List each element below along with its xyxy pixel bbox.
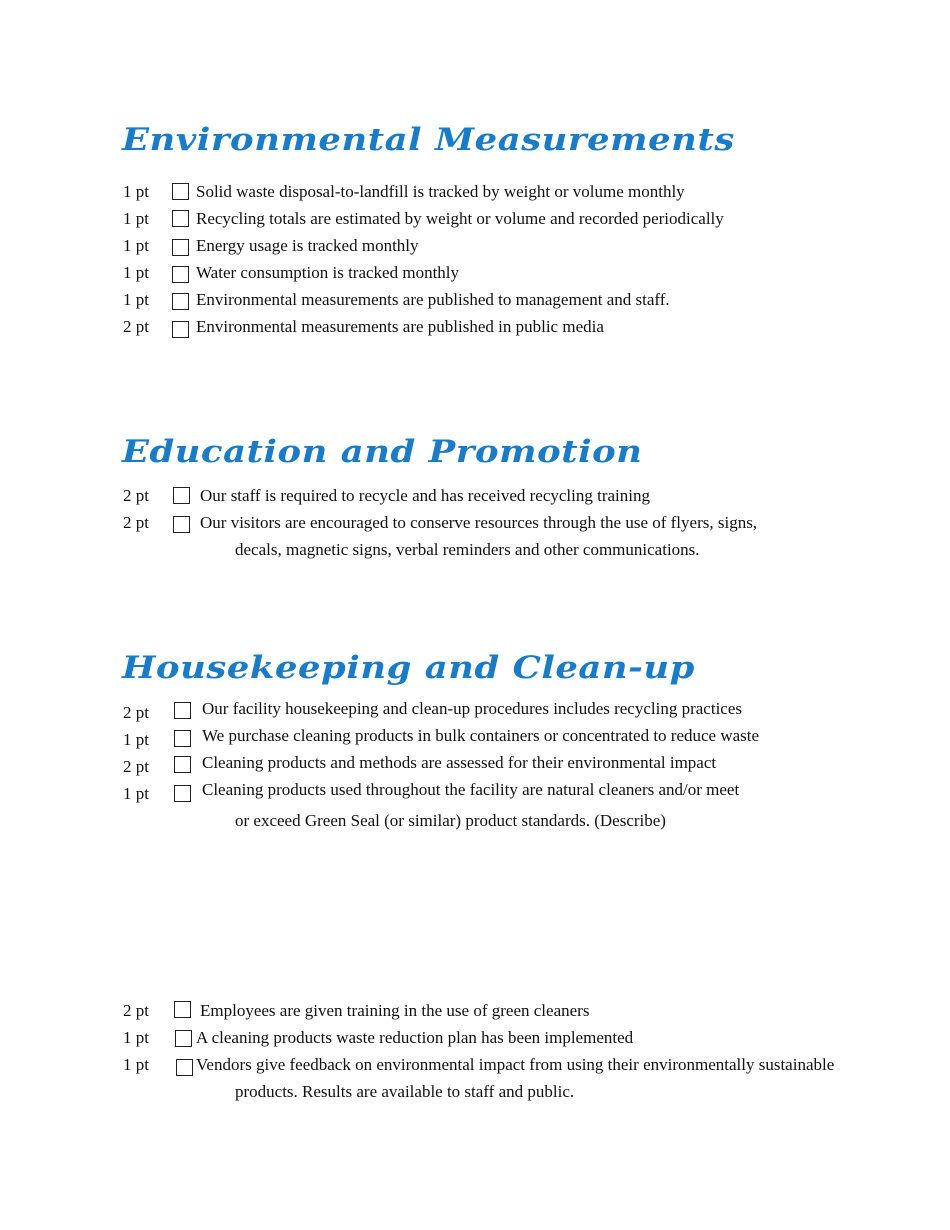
item-text: Our facility housekeeping and clean-up procedures includes recycling practices bbox=[202, 699, 742, 718]
points-label: 1 pt bbox=[123, 730, 149, 749]
checkbox[interactable] bbox=[172, 183, 189, 200]
checklist-item bbox=[0, 1054, 950, 1078]
checklist-item bbox=[0, 512, 950, 536]
checkbox[interactable] bbox=[174, 756, 191, 773]
item-text: Employees are given training in the use of green cleaners bbox=[200, 1001, 590, 1020]
checkbox[interactable] bbox=[174, 702, 191, 719]
checkbox[interactable] bbox=[172, 321, 189, 338]
points-label: 1 pt bbox=[123, 290, 149, 309]
checkbox[interactable] bbox=[172, 266, 189, 283]
checkbox[interactable] bbox=[172, 239, 189, 256]
item-text-continuation: products. Results are available to staff and public. bbox=[235, 1082, 575, 1101]
points-label: 2 pt bbox=[123, 486, 149, 505]
points-label: 1 pt bbox=[123, 263, 149, 282]
points-label: 1 pt bbox=[123, 236, 149, 255]
item-text: Environmental measurements are published to management and staff. bbox=[196, 290, 670, 309]
points-label: 2 pt bbox=[123, 1001, 149, 1020]
checkbox[interactable] bbox=[174, 1001, 191, 1018]
points-label: 2 pt bbox=[123, 513, 149, 532]
checklist-item bbox=[0, 235, 950, 259]
points-label: 1 pt bbox=[123, 1055, 149, 1074]
checkbox[interactable] bbox=[174, 730, 191, 747]
checkbox[interactable] bbox=[175, 1030, 192, 1047]
item-text: Energy usage is tracked monthly bbox=[196, 236, 419, 255]
item-text: Our staff is required to recycle and has received recycling training bbox=[200, 486, 650, 505]
checklist-item bbox=[0, 779, 950, 803]
item-text: A cleaning products waste reduction plan has been implemented bbox=[196, 1028, 634, 1047]
points-label: 1 pt bbox=[123, 784, 149, 803]
checklist-item bbox=[0, 316, 950, 340]
checklist-item bbox=[0, 208, 950, 232]
item-text: We purchase cleaning products in bulk containers or concentrated to reduce waste bbox=[202, 726, 760, 745]
checklist-item bbox=[0, 181, 950, 205]
checklist-item bbox=[0, 289, 950, 313]
item-text: Vendors give feedback on environmental impact from using their environmentally sustainable bbox=[196, 1055, 835, 1074]
points-label: 1 pt bbox=[123, 1028, 149, 1047]
points-label: 2 pt bbox=[123, 703, 149, 722]
item-text: Cleaning products and methods are assessed for their environmental impact bbox=[202, 753, 717, 772]
points-label: 2 pt bbox=[123, 317, 149, 336]
item-text: Cleaning products used throughout the facility are natural cleaners and/or meet bbox=[202, 780, 740, 799]
item-text: Our visitors are encouraged to conserve resources through the use of flyers, signs, bbox=[200, 513, 758, 532]
checklist-item bbox=[0, 262, 950, 286]
item-text: Recycling totals are estimated by weight or volume and recorded periodically bbox=[196, 209, 724, 228]
points-label: 2 pt bbox=[123, 757, 149, 776]
checkbox[interactable] bbox=[172, 210, 189, 227]
points-label: 1 pt bbox=[123, 209, 149, 228]
checklist-item bbox=[0, 698, 950, 722]
checkbox[interactable] bbox=[173, 516, 190, 533]
section-title-environmental-measurements: Environmental Measurements bbox=[122, 122, 735, 158]
item-text: Solid waste disposal-to-landfill is tracked by weight or volume monthly bbox=[196, 182, 685, 201]
checklist-item bbox=[0, 485, 950, 509]
points-label: 1 pt bbox=[123, 182, 149, 201]
checklist-item bbox=[0, 1027, 950, 1051]
checkbox[interactable] bbox=[174, 785, 191, 802]
item-text: Water consumption is tracked monthly bbox=[196, 263, 460, 282]
item-text-continuation: or exceed Green Seal (or similar) product standards. (Describe) bbox=[235, 811, 666, 830]
checklist-item bbox=[0, 725, 950, 749]
checkbox[interactable] bbox=[176, 1059, 193, 1076]
checklist-item bbox=[0, 752, 950, 776]
checkbox[interactable] bbox=[172, 293, 189, 310]
checkbox[interactable] bbox=[173, 487, 190, 504]
section-title-education-and-promotion: Education and Promotion bbox=[122, 434, 643, 470]
checklist-item bbox=[0, 1000, 950, 1024]
section-title-housekeeping-and-clean-up: Housekeeping and Clean-up bbox=[122, 650, 695, 686]
item-text: Environmental measurements are published in public media bbox=[196, 317, 604, 336]
item-text-continuation: decals, magnetic signs, verbal reminders and other communications. bbox=[235, 540, 700, 559]
